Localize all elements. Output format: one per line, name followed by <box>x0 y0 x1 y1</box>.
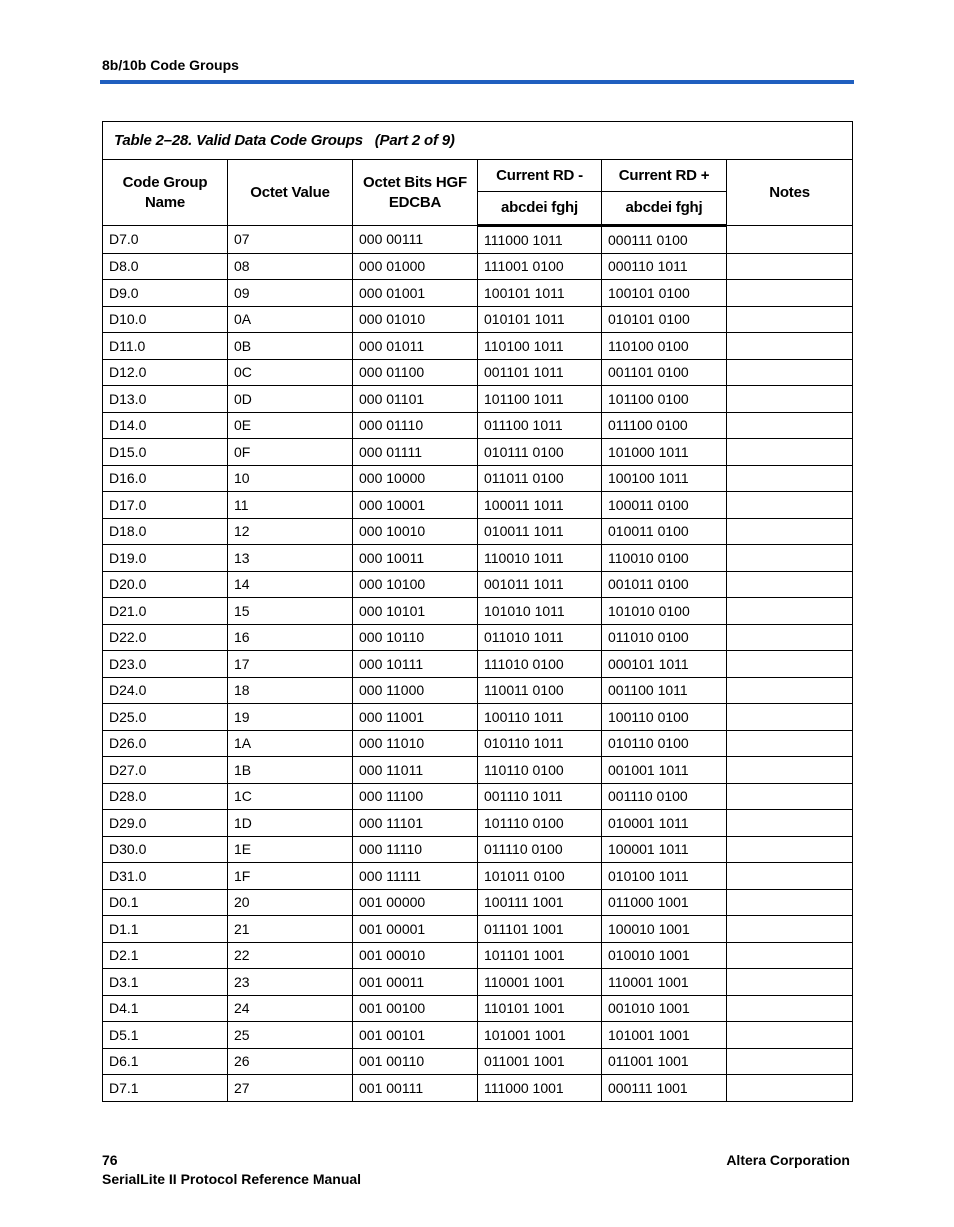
current-rd-minus-cell: 100110 1011 <box>478 704 602 731</box>
code-group-name-cell: D13.0 <box>103 386 228 413</box>
table-row <box>103 1022 853 1049</box>
current-rd-plus-cell: 001110 0100 <box>602 783 727 810</box>
current-rd-plus-cell: 001010 1001 <box>602 995 727 1022</box>
code-group-name-cell: D27.0 <box>103 757 228 784</box>
current-rd-minus-cell: 111010 0100 <box>478 651 602 678</box>
octet-value-cell: 15 <box>228 598 353 625</box>
octet-value-cell: 08 <box>228 253 353 280</box>
current-rd-plus-cell: 110010 0100 <box>602 545 727 572</box>
octet-value-cell: 27 <box>228 1075 353 1102</box>
current-rd-plus-cell: 010001 1011 <box>602 810 727 837</box>
octet-value-cell: 1A <box>228 730 353 757</box>
octet-bits-cell: 000 11111 <box>353 863 478 890</box>
code-group-name-cell: D10.0 <box>103 306 228 333</box>
octet-value-cell: 21 <box>228 916 353 943</box>
current-rd-plus-cell: 001001 1011 <box>602 757 727 784</box>
octet-bits-cell: 000 10000 <box>353 465 478 492</box>
code-group-name-cell: D2.1 <box>103 942 228 969</box>
code-group-name-cell: D25.0 <box>103 704 228 731</box>
footer-company: Altera Corporation <box>726 1152 850 1168</box>
current-rd-minus-cell: 011101 1001 <box>478 916 602 943</box>
current-rd-plus-cell: 010010 1001 <box>602 942 727 969</box>
code-group-name-cell: D0.1 <box>103 889 228 916</box>
octet-bits-cell: 001 00000 <box>353 889 478 916</box>
octet-bits-cell: 000 01100 <box>353 359 478 386</box>
current-rd-minus-cell: 100111 1001 <box>478 889 602 916</box>
octet-value-cell: 0A <box>228 306 353 333</box>
octet-value-cell: 16 <box>228 624 353 651</box>
current-rd-plus-cell: 001100 1011 <box>602 677 727 704</box>
notes-cell <box>727 1075 853 1102</box>
octet-value-cell: 0B <box>228 333 353 360</box>
current-rd-plus-cell: 001101 0100 <box>602 359 727 386</box>
current-rd-plus-cell: 100010 1001 <box>602 916 727 943</box>
table-row <box>103 492 853 519</box>
octet-bits-cell: 000 01011 <box>353 333 478 360</box>
octet-bits-cell: 000 11001 <box>353 704 478 731</box>
code-group-name-cell: D24.0 <box>103 677 228 704</box>
header-current-rd-minus: Current RD - <box>478 160 602 192</box>
header-octet-value: Octet Value <box>228 160 353 226</box>
octet-bits-cell: 000 10011 <box>353 545 478 572</box>
notes-cell <box>727 306 853 333</box>
table-row <box>103 280 853 307</box>
current-rd-minus-cell: 111001 0100 <box>478 253 602 280</box>
code-group-name-cell: D30.0 <box>103 836 228 863</box>
current-rd-minus-cell: 110011 0100 <box>478 677 602 704</box>
octet-bits-cell: 001 00011 <box>353 969 478 996</box>
notes-cell <box>727 598 853 625</box>
code-group-name-cell: D17.0 <box>103 492 228 519</box>
octet-value-cell: 24 <box>228 995 353 1022</box>
notes-cell <box>727 1022 853 1049</box>
current-rd-plus-cell: 000111 0100 <box>602 226 727 254</box>
table-row <box>103 969 853 996</box>
current-rd-minus-cell: 011110 0100 <box>478 836 602 863</box>
page-number: 76 <box>102 1152 118 1168</box>
octet-bits-cell: 000 01010 <box>353 306 478 333</box>
current-rd-minus-cell: 010011 1011 <box>478 518 602 545</box>
table-row <box>103 439 853 466</box>
table-row <box>103 863 853 890</box>
valid-data-code-groups-table <box>102 121 853 1102</box>
current-rd-minus-cell: 101110 0100 <box>478 810 602 837</box>
notes-cell <box>727 651 853 678</box>
octet-bits-cell: 000 11011 <box>353 757 478 784</box>
notes-cell <box>727 942 853 969</box>
octet-value-cell: 1F <box>228 863 353 890</box>
notes-cell <box>727 757 853 784</box>
current-rd-plus-cell: 010101 0100 <box>602 306 727 333</box>
code-group-name-cell: D14.0 <box>103 412 228 439</box>
notes-cell <box>727 226 853 254</box>
octet-bits-cell: 001 00100 <box>353 995 478 1022</box>
code-group-name-cell: D11.0 <box>103 333 228 360</box>
code-group-name-cell: D1.1 <box>103 916 228 943</box>
table-row <box>103 571 853 598</box>
notes-cell <box>727 465 853 492</box>
octet-value-cell: 26 <box>228 1048 353 1075</box>
octet-bits-cell: 000 11010 <box>353 730 478 757</box>
notes-cell <box>727 359 853 386</box>
notes-cell <box>727 995 853 1022</box>
current-rd-minus-cell: 101011 0100 <box>478 863 602 890</box>
code-group-name-cell: D28.0 <box>103 783 228 810</box>
table-row <box>103 916 853 943</box>
notes-cell <box>727 969 853 996</box>
current-rd-minus-cell: 011100 1011 <box>478 412 602 439</box>
header-current-rd-plus: Current RD + <box>602 160 727 192</box>
current-rd-plus-cell: 001011 0100 <box>602 571 727 598</box>
current-rd-minus-cell: 011011 0100 <box>478 465 602 492</box>
notes-cell <box>727 704 853 731</box>
code-group-name-cell: D7.0 <box>103 226 228 254</box>
current-rd-plus-cell: 101001 1001 <box>602 1022 727 1049</box>
current-rd-plus-cell: 100011 0100 <box>602 492 727 519</box>
current-rd-plus-cell: 010110 0100 <box>602 730 727 757</box>
code-group-name-cell: D22.0 <box>103 624 228 651</box>
current-rd-plus-cell: 110001 1001 <box>602 969 727 996</box>
current-rd-minus-cell: 001101 1011 <box>478 359 602 386</box>
table-row <box>103 465 853 492</box>
notes-cell <box>727 439 853 466</box>
notes-cell <box>727 810 853 837</box>
octet-value-cell: 17 <box>228 651 353 678</box>
octet-value-cell: 13 <box>228 545 353 572</box>
octet-bits-cell: 000 11110 <box>353 836 478 863</box>
table-row <box>103 598 853 625</box>
current-rd-minus-cell: 010101 1011 <box>478 306 602 333</box>
current-rd-minus-cell: 101100 1011 <box>478 386 602 413</box>
notes-cell <box>727 492 853 519</box>
table-row <box>103 810 853 837</box>
octet-bits-cell: 000 10001 <box>353 492 478 519</box>
code-group-name-cell: D3.1 <box>103 969 228 996</box>
current-rd-minus-cell: 100101 1011 <box>478 280 602 307</box>
code-group-name-cell: D23.0 <box>103 651 228 678</box>
current-rd-plus-cell: 011001 1001 <box>602 1048 727 1075</box>
octet-value-cell: 0D <box>228 386 353 413</box>
table-row <box>103 1075 853 1102</box>
header-code-group-name: Code Group Name <box>103 160 228 226</box>
current-rd-plus-cell: 010100 1011 <box>602 863 727 890</box>
table-row <box>103 333 853 360</box>
current-rd-minus-cell: 001110 1011 <box>478 783 602 810</box>
code-group-name-cell: D21.0 <box>103 598 228 625</box>
notes-cell <box>727 624 853 651</box>
current-rd-plus-cell: 100101 0100 <box>602 280 727 307</box>
table-row <box>103 624 853 651</box>
octet-bits-cell: 000 11000 <box>353 677 478 704</box>
table-row <box>103 306 853 333</box>
octet-bits-cell: 000 10010 <box>353 518 478 545</box>
table-row <box>103 518 853 545</box>
current-rd-minus-cell: 111000 1011 <box>478 226 602 254</box>
notes-cell <box>727 677 853 704</box>
notes-cell <box>727 863 853 890</box>
octet-value-cell: 1E <box>228 836 353 863</box>
table-row <box>103 651 853 678</box>
code-group-name-cell: D29.0 <box>103 810 228 837</box>
notes-cell <box>727 889 853 916</box>
current-rd-plus-cell: 000111 1001 <box>602 1075 727 1102</box>
current-rd-plus-cell: 010011 0100 <box>602 518 727 545</box>
octet-bits-cell: 000 10110 <box>353 624 478 651</box>
table-row <box>103 386 853 413</box>
octet-bits-cell: 000 11100 <box>353 783 478 810</box>
table-row <box>103 253 853 280</box>
octet-value-cell: 14 <box>228 571 353 598</box>
header-notes: Notes <box>727 160 853 226</box>
table-row <box>103 783 853 810</box>
code-group-name-cell: D26.0 <box>103 730 228 757</box>
octet-bits-cell: 000 00111 <box>353 226 478 254</box>
code-group-name-cell: D31.0 <box>103 863 228 890</box>
table-row <box>103 836 853 863</box>
code-group-name-cell: D5.1 <box>103 1022 228 1049</box>
octet-value-cell: 0F <box>228 439 353 466</box>
octet-value-cell: 1B <box>228 757 353 784</box>
octet-value-cell: 1D <box>228 810 353 837</box>
table-row <box>103 226 853 254</box>
current-rd-minus-cell: 101001 1001 <box>478 1022 602 1049</box>
code-group-name-cell: D7.1 <box>103 1075 228 1102</box>
octet-bits-cell: 000 01000 <box>353 253 478 280</box>
octet-bits-cell: 001 00101 <box>353 1022 478 1049</box>
current-rd-minus-cell: 010110 1011 <box>478 730 602 757</box>
current-rd-minus-cell: 101010 1011 <box>478 598 602 625</box>
code-group-name-cell: D16.0 <box>103 465 228 492</box>
octet-bits-cell: 000 10111 <box>353 651 478 678</box>
subheader-abcdei-fghj-plus: abcdei fghj <box>602 192 727 226</box>
octet-value-cell: 18 <box>228 677 353 704</box>
current-rd-minus-cell: 110100 1011 <box>478 333 602 360</box>
table-row <box>103 545 853 572</box>
table-row <box>103 889 853 916</box>
table-row <box>103 677 853 704</box>
octet-value-cell: 22 <box>228 942 353 969</box>
table-row <box>103 757 853 784</box>
table-row <box>103 412 853 439</box>
table-row <box>103 704 853 731</box>
octet-value-cell: 19 <box>228 704 353 731</box>
current-rd-plus-cell: 100001 1011 <box>602 836 727 863</box>
current-rd-plus-cell: 100110 0100 <box>602 704 727 731</box>
octet-value-cell: 12 <box>228 518 353 545</box>
current-rd-minus-cell: 010111 0100 <box>478 439 602 466</box>
octet-bits-cell: 001 00010 <box>353 942 478 969</box>
notes-cell <box>727 1048 853 1075</box>
current-rd-minus-cell: 100011 1011 <box>478 492 602 519</box>
table-row <box>103 995 853 1022</box>
footer-left <box>102 1151 361 1189</box>
notes-cell <box>727 571 853 598</box>
current-rd-plus-cell: 011010 0100 <box>602 624 727 651</box>
notes-cell <box>727 783 853 810</box>
current-rd-plus-cell: 011100 0100 <box>602 412 727 439</box>
table-body <box>103 226 853 1102</box>
notes-cell <box>727 836 853 863</box>
header-rule <box>100 80 854 84</box>
notes-cell <box>727 253 853 280</box>
current-rd-minus-cell: 110001 1001 <box>478 969 602 996</box>
octet-value-cell: 0C <box>228 359 353 386</box>
current-rd-minus-cell: 110110 0100 <box>478 757 602 784</box>
code-group-name-cell: D12.0 <box>103 359 228 386</box>
code-group-name-cell: D8.0 <box>103 253 228 280</box>
running-header-title: 8b/10b Code Groups <box>102 57 239 73</box>
current-rd-plus-cell: 000101 1011 <box>602 651 727 678</box>
octet-value-cell: 20 <box>228 889 353 916</box>
current-rd-plus-cell: 100100 1011 <box>602 465 727 492</box>
current-rd-minus-cell: 110010 1011 <box>478 545 602 572</box>
current-rd-minus-cell: 011010 1011 <box>478 624 602 651</box>
octet-bits-cell: 000 01001 <box>353 280 478 307</box>
code-group-name-cell: D15.0 <box>103 439 228 466</box>
current-rd-plus-cell: 110100 0100 <box>602 333 727 360</box>
octet-value-cell: 09 <box>228 280 353 307</box>
current-rd-minus-cell: 011001 1001 <box>478 1048 602 1075</box>
octet-value-cell: 0E <box>228 412 353 439</box>
current-rd-plus-cell: 011000 1001 <box>602 889 727 916</box>
notes-cell <box>727 916 853 943</box>
notes-cell <box>727 518 853 545</box>
current-rd-minus-cell: 101101 1001 <box>478 942 602 969</box>
octet-bits-cell: 000 10101 <box>353 598 478 625</box>
manual-title: SerialLite II Protocol Reference Manual <box>102 1171 362 1187</box>
notes-cell <box>727 412 853 439</box>
table-row <box>103 1048 853 1075</box>
table-caption: Table 2–28. Valid Data Code Groups (Part 2 of 9) <box>103 122 853 160</box>
notes-cell <box>727 545 853 572</box>
table-row <box>103 730 853 757</box>
header-octet-bits: Octet Bits HGF EDCBA <box>353 160 478 226</box>
octet-bits-cell: 000 01101 <box>353 386 478 413</box>
current-rd-plus-cell: 101010 0100 <box>602 598 727 625</box>
octet-value-cell: 25 <box>228 1022 353 1049</box>
table-row <box>103 359 853 386</box>
octet-value-cell: 11 <box>228 492 353 519</box>
code-group-name-cell: D6.1 <box>103 1048 228 1075</box>
current-rd-minus-cell: 111000 1001 <box>478 1075 602 1102</box>
code-group-name-cell: D4.1 <box>103 995 228 1022</box>
octet-bits-cell: 000 10100 <box>353 571 478 598</box>
octet-bits-cell: 000 01111 <box>353 439 478 466</box>
current-rd-minus-cell: 001011 1011 <box>478 571 602 598</box>
code-group-name-cell: D18.0 <box>103 518 228 545</box>
octet-bits-cell: 001 00110 <box>353 1048 478 1075</box>
code-group-name-cell: D9.0 <box>103 280 228 307</box>
octet-bits-cell: 000 11101 <box>353 810 478 837</box>
notes-cell <box>727 386 853 413</box>
notes-cell <box>727 333 853 360</box>
code-group-name-cell: D20.0 <box>103 571 228 598</box>
current-rd-plus-cell: 101100 0100 <box>602 386 727 413</box>
octet-value-cell: 07 <box>228 226 353 254</box>
subheader-abcdei-fghj-minus: abcdei fghj <box>478 192 602 226</box>
notes-cell <box>727 280 853 307</box>
current-rd-plus-cell: 101000 1011 <box>602 439 727 466</box>
octet-value-cell: 23 <box>228 969 353 996</box>
octet-bits-cell: 001 00111 <box>353 1075 478 1102</box>
table-row <box>103 942 853 969</box>
octet-bits-cell: 000 01110 <box>353 412 478 439</box>
current-rd-plus-cell: 000110 1011 <box>602 253 727 280</box>
octet-value-cell: 1C <box>228 783 353 810</box>
octet-bits-cell: 001 00001 <box>353 916 478 943</box>
octet-value-cell: 10 <box>228 465 353 492</box>
current-rd-minus-cell: 110101 1001 <box>478 995 602 1022</box>
notes-cell <box>727 730 853 757</box>
code-group-name-cell: D19.0 <box>103 545 228 572</box>
